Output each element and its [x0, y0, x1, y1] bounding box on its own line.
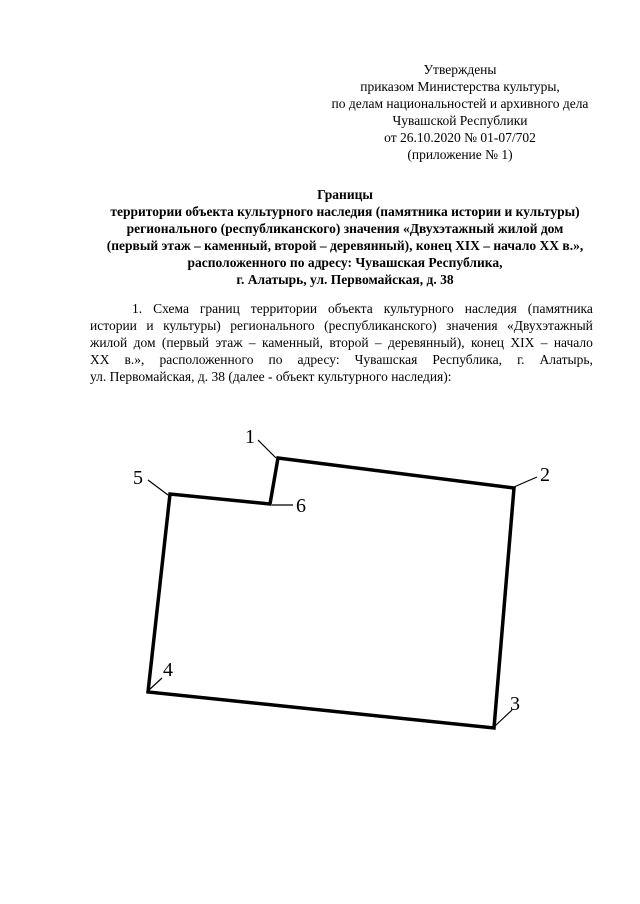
paragraph-word: по: [268, 352, 283, 367]
paragraph-word: –: [248, 335, 256, 350]
paragraph-word: жилой: [90, 335, 128, 350]
paragraph-word: (далее: [228, 369, 265, 384]
paragraph-word: каменный,: [261, 335, 323, 350]
paragraph-word: наследия):: [391, 369, 452, 384]
paragraph-word: Алатырь,: [539, 352, 593, 367]
paragraph-word: –: [374, 335, 382, 350]
paragraph-word: наследия: [464, 301, 517, 316]
paragraph-word: XX: [90, 352, 110, 367]
territory-boundary-polygon: [148, 458, 514, 728]
paragraph-word: начало: [553, 335, 593, 350]
paragraph-word: регионального: [230, 318, 315, 333]
paragraph-word: Чувашская: [354, 352, 418, 367]
paragraph-word: истории: [90, 318, 137, 333]
paragraph-word: Схема: [153, 301, 189, 316]
paragraph-word: XIX: [510, 335, 535, 350]
paragraph-word: г.: [517, 352, 525, 367]
paragraph-word: –: [540, 335, 548, 350]
point-1-label: 1: [245, 426, 255, 448]
paragraph-word: объекта: [328, 301, 373, 316]
approval-line: приказом Министерства культуры,: [360, 79, 560, 94]
paragraph-word: д.: [197, 369, 209, 384]
title-line: территории объекта культурного наследия (памятника истории и культуры): [110, 204, 580, 219]
paragraph-word: деревянный),: [388, 335, 465, 350]
paragraph-word: расположенного: [159, 352, 254, 367]
title-line: (первый этаж – каменный, второй – деревянный), конец XIX – начало XX в.»,: [106, 238, 584, 253]
paragraph-word: объект: [275, 369, 315, 384]
paragraph-word: 38: [211, 369, 226, 384]
paragraph-word: территории: [250, 301, 318, 316]
approval-line: по делам национальностей и архивного дела: [331, 96, 589, 111]
title-line: г. Алатырь, ул. Первомайская, д. 38: [236, 272, 454, 287]
paragraph-word: (республиканского): [324, 318, 437, 333]
approval-line: Чувашской Республики: [392, 113, 528, 128]
paragraph-word: значения: [446, 318, 498, 333]
title-line: регионального (республиканского) значения «Двухэтажный жилой дом: [126, 221, 564, 236]
paragraph-word: и: [146, 318, 154, 333]
title-line: расположенного по адресу: Чувашская Республика,: [187, 255, 503, 270]
paragraph-word: Первомайская,: [109, 369, 195, 384]
paragraph-word: ул.: [90, 369, 107, 384]
paragraph-word: конец: [470, 335, 505, 350]
paragraph-word: в.»,: [124, 352, 145, 367]
point-2-leader: [514, 477, 537, 487]
paragraph-word: культуры): [163, 318, 221, 333]
point-4-label: 4: [163, 659, 173, 681]
approval-line: Утверждены: [423, 62, 497, 77]
point-5-label: 5: [133, 467, 143, 489]
paragraph-word: культурного: [383, 301, 454, 316]
paragraph-word: второй: [329, 335, 369, 350]
paragraph-word: (первый: [161, 335, 209, 350]
paragraph-word: границ: [199, 301, 240, 316]
paragraph-word: «Двухэтажный: [507, 318, 593, 333]
point-2-label: 2: [540, 464, 550, 486]
title-line: Границы: [317, 187, 373, 202]
paragraph-word: -: [267, 369, 273, 384]
point-1-leader: [258, 440, 276, 458]
paragraph-word: культурного: [317, 369, 388, 384]
paragraph-word: 1.: [132, 301, 143, 316]
point-3-label: 3: [510, 693, 520, 715]
paragraph-word: этаж: [215, 335, 243, 350]
paragraph-word: адресу:: [297, 352, 340, 367]
approval-line: от 26.10.2020 № 01-07/702: [384, 130, 536, 145]
point-5-leader: [148, 480, 168, 495]
point-6-label: 6: [296, 495, 306, 517]
paragraph-word: Республика,: [432, 352, 503, 367]
paragraph-word: дом: [133, 335, 156, 350]
approval-line: (приложение № 1): [407, 147, 513, 162]
paragraph-word: (памятника: [527, 301, 593, 316]
